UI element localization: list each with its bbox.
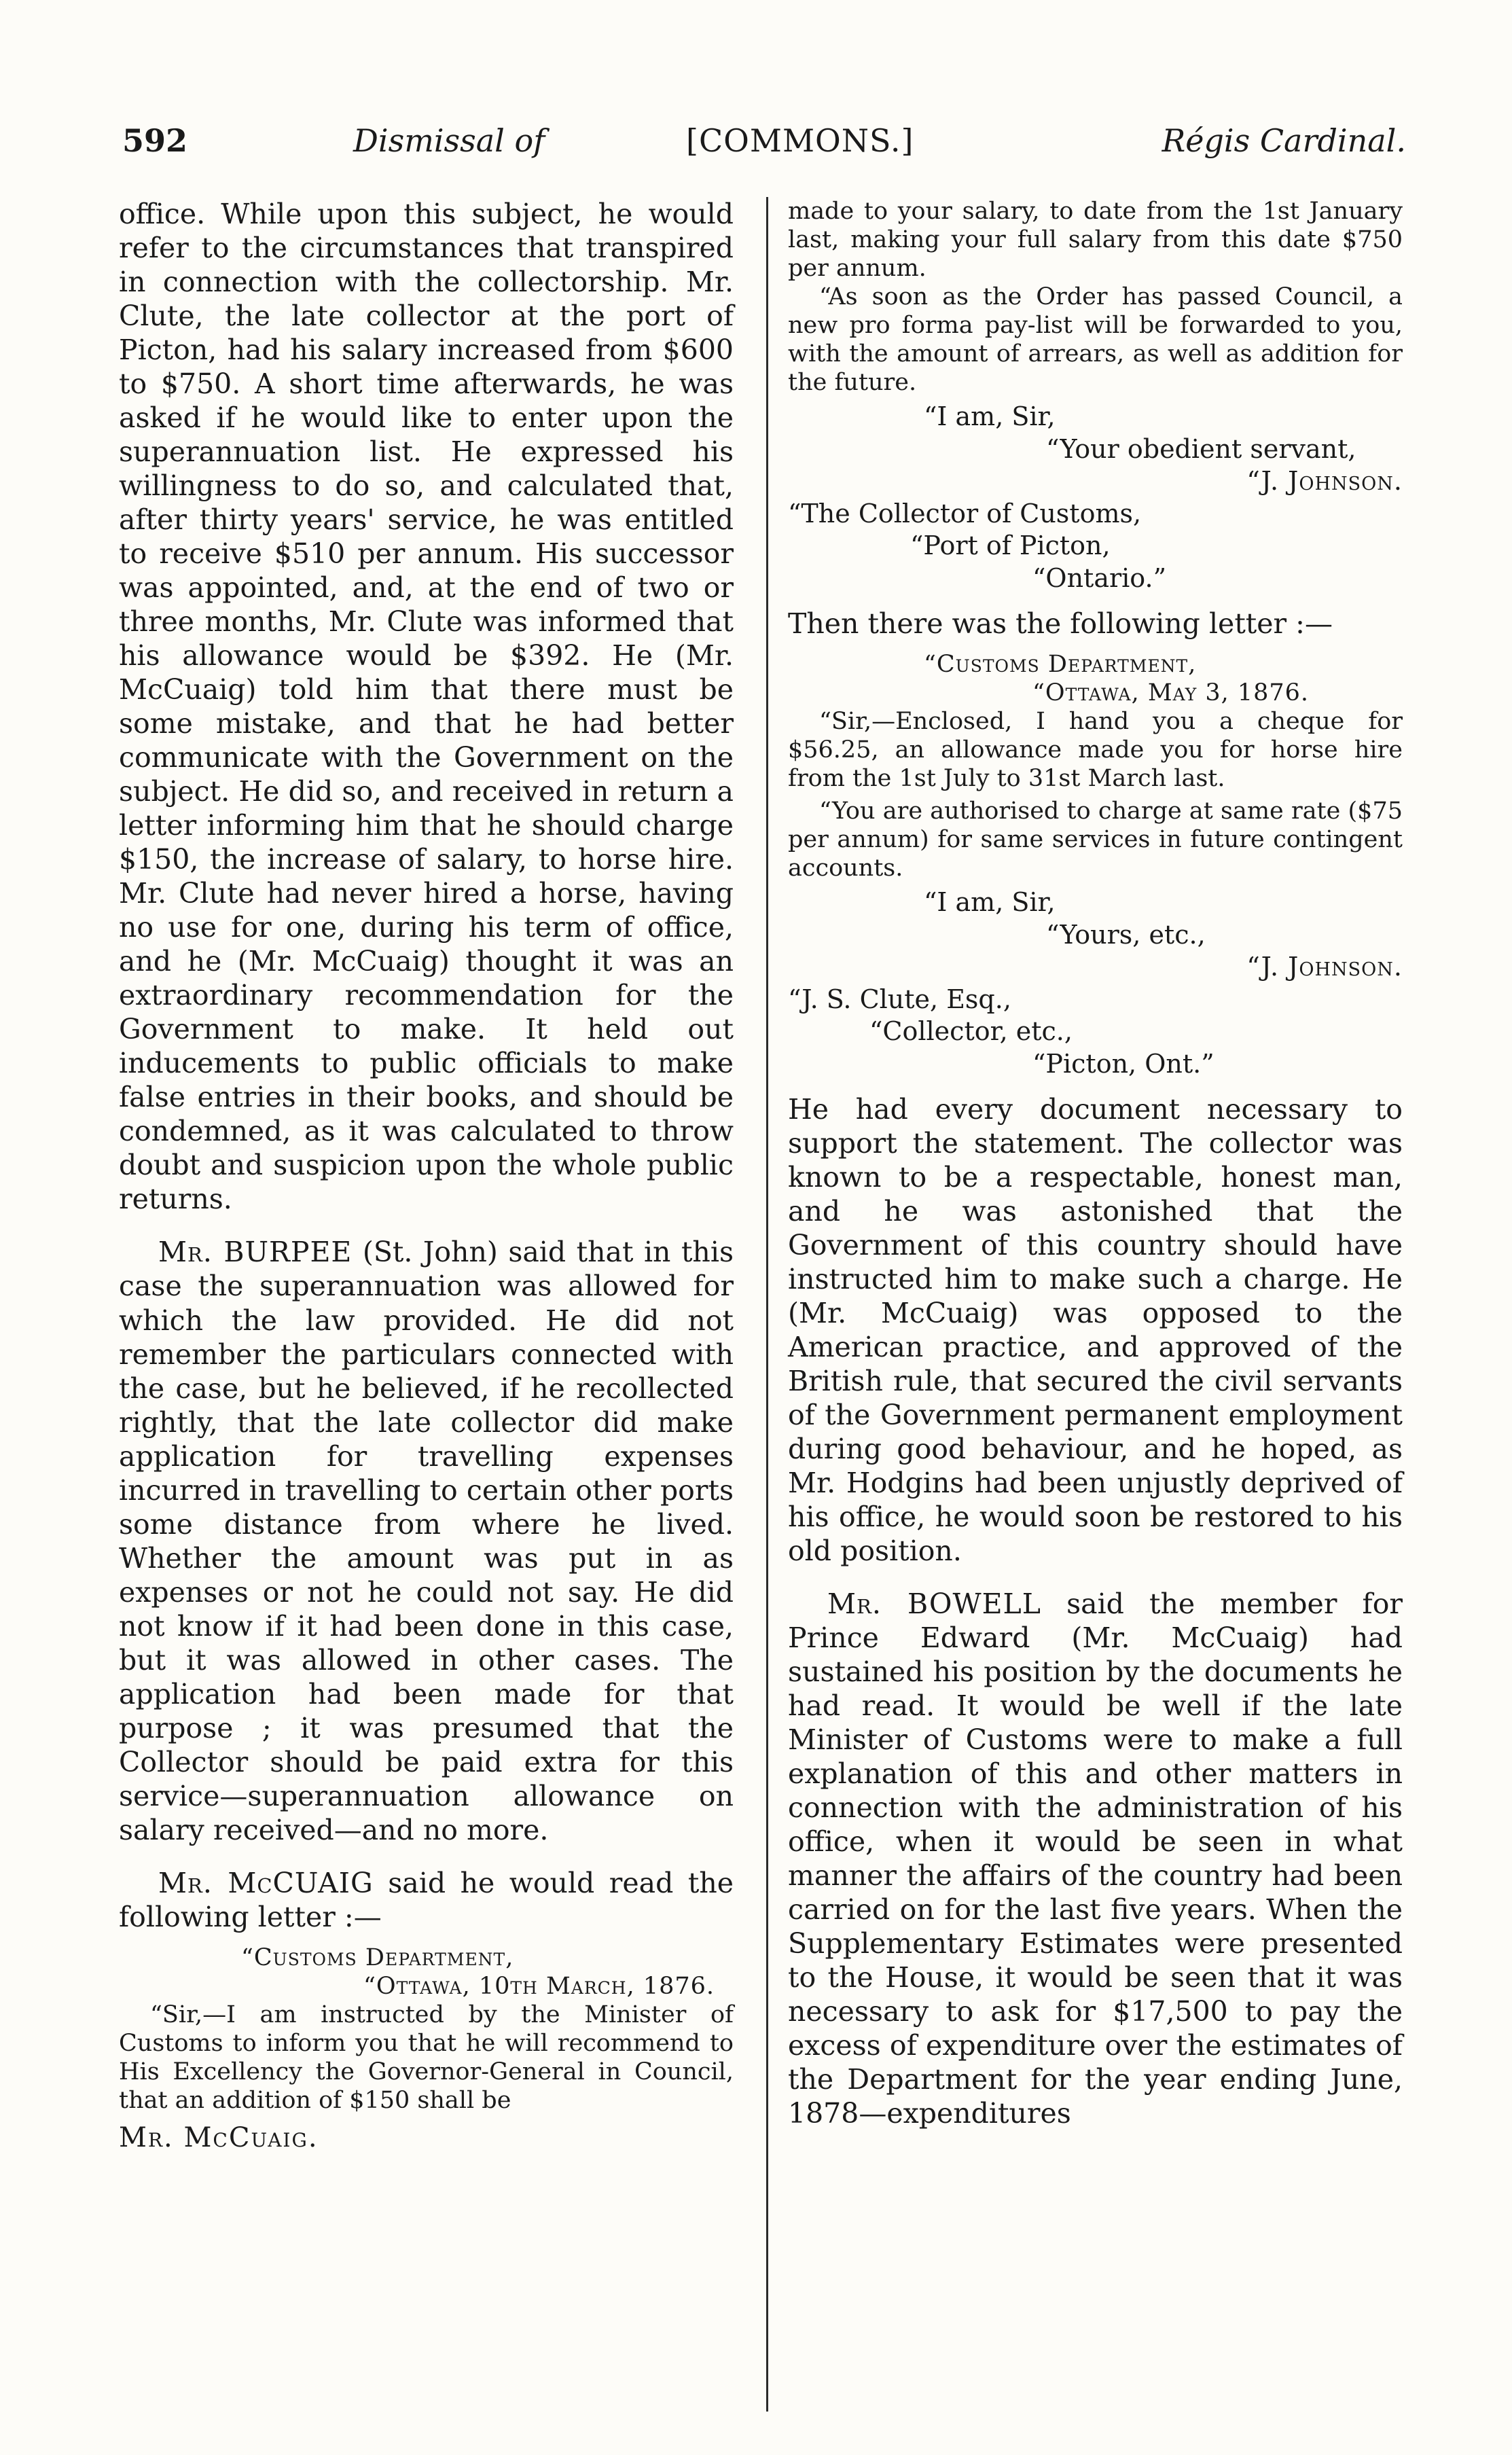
letter-date: “Ottawa, May 3, 1876. [1032,679,1310,707]
speech-burpee [119,1235,734,1846]
speech-text: said he would read the following letter :— [119,1866,734,1933]
speech-text: said the member for Prince Edward (Mr. McCuaig) had sustained his position by the documents he had read. It would be well if the late Minister of Customs were to make a full explanation of this and other matters in connection with the administration of his office, when it would be seen in what manner the affairs of the country had been carried on for the last five years. When the Supplementary Estimates were presented to the House, it would be seen that it was necessary to ask for $17,500 to pay the excess of expenditure over the estimates of the Department for the year ending June, 1878—expenditures [788,1588,1403,2130]
page-number: 592 [122,122,188,159]
letter-body: made to your salary, to date from the 1st January last, making your full salary from this date $750 per annum. [788,198,1403,282]
speaker-name: Mr. McCUAIG [158,1866,374,1899]
letter-2 [788,650,1403,882]
signature: “J. Johnson. [1246,466,1403,496]
paragraph: Then there was the following letter :— [788,607,1333,640]
column-divider [766,197,768,2412]
page-header [122,122,1406,177]
letter-body: “Sir,—Enclosed, I hand you a cheque for $56.25, an allowance made you for horse hire from the 1st July to 31st March last. [788,708,1403,793]
letter-date: “Ottawa, 10th March, 1876. [363,1972,715,2000]
closing-line: “Your obedient servant, [1046,433,1356,464]
letter-1 [119,1943,734,2115]
letter-body: “As soon as the Order has passed Council, a new pro forma pay-list will be forwarded to you, with the amount of arrears, as well as addition for the future. [788,283,1403,396]
letter-body: “You are authorised to charge at same rate ($75 per annum) for same services in future contingent accounts. [788,798,1403,882]
running-title-right: Régis Cardinal. [1162,122,1406,159]
speech-mccuaig [119,1866,734,1934]
speech-bowell [788,1587,1403,2130]
signature: “J. Johnson. [1246,952,1403,982]
letter-1-continued [788,197,1403,397]
closing-line: “I am, Sir, [924,887,1056,918]
closing-line: “I am, Sir, [924,401,1056,431]
paragraph: office. While upon this subject, he would refer to the circumstances that transpired in connection with the collectorship. Mr. Clute, the late collector at the port of Picton, had his salary increased from $600 to $750. A short time afterwards, he was asked if he would like to enter upon the superannuation list. He expressed his willingness to do so, and calculated that, after thirty years' service, he was entitled to receive $510 per annum. His successor was appointed, and, at the end of two or three months, Mr. Clute was informed that his allowance would be $392. He (Mr. McCuaig) told him that there must be some mistake, and that he had better communicate with the Government on the subject. He did so, and received in return a letter informing him that he should charge $150, the increase of salary, to horse hire. Mr. Clute had never hired a horse, having no use for one, during his term of office, and he (Mr. McCuaig) thought it was an extraordinary recommendation for the Government to make. It held out inducements to public officials to make false entries in their books, and should be condemned, as it was calculated to throw doubt and suspicion upon the whole public returns. [119,198,734,1216]
address-line: “Ontario.” [1032,562,1167,593]
address-line: “Port of Picton, [910,531,1111,560]
running-title-center: [COMMONS.] [686,122,914,159]
speaker-name: Mr. BOWELL [827,1588,1041,1621]
address-line: “J. S. Clute, Esq., [788,984,1011,1014]
left-column [119,197,734,2155]
letter-closing [788,401,1403,594]
speaker-name: Mr. BURPEE [158,1236,353,1269]
letter-dept: “Customs Department, [241,1943,514,1971]
closing-line: “Yours, etc., [1046,919,1206,950]
letter-dept: “Customs Department, [924,651,1197,679]
paragraph: He had every document necessary to support the statement. The collector was known to be a respectable, honest man, and he was astonished that the Government of this country should have instructed him to make such a charge. He (Mr. McCuaig) was opposed to the American practice, and approved of the British rule, that secured the civil servants of the Government permanent employment during good behaviour, and he hoped, as Mr. Hodgins had been unjustly deprived of his office, he would soon be restored to his old position. [788,1093,1403,1568]
address-line: “The Collector of Customs, [788,498,1142,528]
letter-body: “Sir,—I am instructed by the Minister of Customs to inform you that he will recommend to His Excellency the Governor-General in Council, that an addition of $150 shall be [119,2001,734,2114]
speech-text: (St. John) said that in this case the superannuation was allowed for which the law provided. He did not remember the particulars connected with the case, but he believed, if he recollected rightly, that the late collector did make application for travelling expenses incurred in travelling to certain other ports some distance from where he lived. Whether the amount was put in as expenses or not he could not say. He did not know if it had been done in this case, but it was allowed in other cases. The application had been made for that purpose ; it was presumed that the Collector should be paid extra for this service—superannuation allowance on salary received—and no more. [119,1236,734,1846]
running-title-left: Dismissal of [353,122,545,159]
right-column [788,197,1403,2140]
address-line: “Collector, etc., [869,1016,1073,1047]
catchword: Mr. McCuaig. [119,2121,319,2153]
address-line: “Picton, Ont.” [1032,1048,1214,1079]
letter-closing [788,886,1403,1080]
